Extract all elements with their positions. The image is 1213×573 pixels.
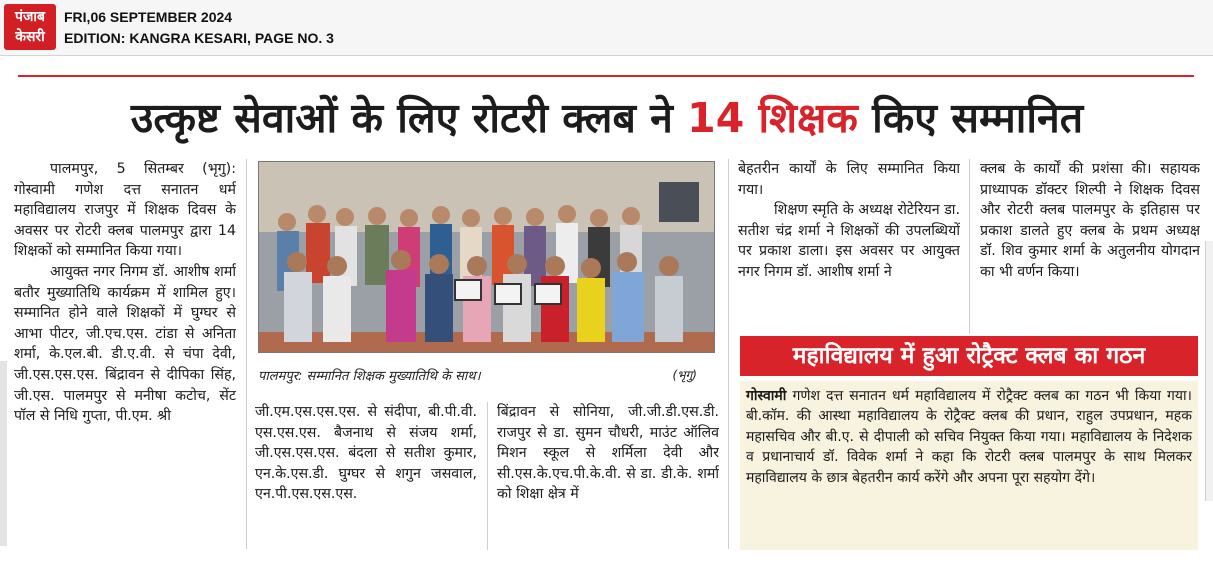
newspaper-page	[0, 56, 1213, 573]
article-column-3	[497, 402, 719, 547]
article-column-2	[255, 402, 477, 547]
adjacent-column-edge	[1205, 241, 1213, 501]
headline-highlight: 14 शिक्षक	[687, 94, 858, 142]
edition-info: EDITION: KANGRA KESARI, PAGE NO. 3	[64, 30, 334, 46]
photo-credit: (भृगु)	[672, 368, 697, 382]
punjab-kesari-logo	[4, 4, 56, 50]
article-paragraph: जी.एम.एस.एस.एस. से संदीपा, बी.पी.वी. एस.एस.एस. बैजनाथ से संजय शर्मा, जी.एस.एस.एस. बंदला से सतीश कुमार, एन.के.एस.डी. घुग्घर से शगुन जसवाल, एन.पी.एस.एस.एस.	[255, 404, 477, 503]
group-photo-image	[259, 162, 715, 353]
article-paragraph: शिक्षण स्मृति के अध्यक्ष रोटेरियन डा. सतीश चंद्र शर्मा ने शिक्षकों की उपलब्धियों पर प्रकाश डाला। इस अवसर पर आयुक्त नगर निगम डॉ. आशीष शर्मा ने	[738, 202, 960, 280]
headline-part-1: उत्कृष्ट सेवाओं के लिए रोटरी क्लब ने	[130, 94, 673, 142]
article-paragraph: आयुक्त नगर निगम डॉ. आशीष शर्मा बतौर मुख्यातिथि कार्यक्रम में शामिल हुए। सम्मानित होने वाले शिक्षकों में घुग्घर से आभा पीटर, जी.एच.एस. टांडा से अनिता शर्मा, के.एल.बी. डी.ए.वी. से चंपा देवी, जी.एस.एस.एस. बिंद्रावन से दीपिका सिंह, जी.एस. पालमपुर से मनीषा कटोच, सेंट पॉल से निधि गुप्ता, पी.एम. श्री	[14, 263, 236, 425]
column-divider	[728, 159, 729, 549]
article-column-5	[980, 159, 1200, 339]
column-divider	[487, 402, 488, 550]
sub-article	[740, 336, 1198, 550]
logo-line-2: केसरी	[15, 29, 45, 45]
article-column-4	[738, 159, 960, 339]
caption-text: पालमपुर: सम्मानित शिक्षक मुख्यातिथि के साथ।	[258, 369, 481, 384]
publication-date: FRI,06 SEPTEMBER 2024	[64, 9, 233, 25]
cropped-text-strip	[18, 58, 718, 64]
red-rule	[18, 75, 1194, 77]
sub-article-lead: गोस्वामी	[746, 388, 787, 404]
article-headline	[22, 88, 1192, 148]
sub-article-body	[740, 381, 1198, 550]
headline-part-2: किए सम्मानित	[872, 94, 1084, 142]
article-column-1	[14, 159, 236, 544]
adjacent-column-edge	[0, 361, 7, 546]
photo-caption	[258, 366, 715, 388]
article-paragraph: क्लब के कार्यों की प्रशंसा की। सहायक प्राध्यापक डॉक्टर शिल्पी ने शिक्षक दिवस और रोटरी क्लब पालमपुर के इतिहास पर प्रकाश डालते हुए क्लब के प्रथम अध्यक्ष डॉ. शिव कुमार शर्मा के अतुलनीय योगदान का भी वर्णन किया।	[980, 161, 1200, 280]
logo-line-1: पंजाब	[15, 9, 45, 25]
column-divider	[246, 159, 247, 549]
article-paragraph: बिंद्रावन से सोनिया, जी.जी.डी.एस.डी. राजपुर से डा. सुमन चौधरी, माउंट ऑलिव मिशन स्कूल से शर्मिला देवी और सी.एस.के.एच.पी.के.वी. से डा. डी.के. शर्मा को शिक्षा क्षेत्र में	[497, 404, 719, 503]
article-paragraph: बेहतरीन कार्यों के लिए सम्मानित किया गया।	[738, 161, 960, 198]
clipping-header	[0, 0, 1213, 56]
article-paragraph: पालमपुर, 5 सितम्बर (भृगु): गोस्वामी गणेश दत्त सनातन धर्म महाविद्यालय राजपुर में शिक्षक दिवस के अवसर पर रोटरी क्लब पालमपुर द्वारा 14 शिक्षकों को सम्मानित किया गया।	[14, 161, 236, 260]
column-divider	[969, 159, 970, 334]
sub-article-headline: महाविद्यालय में हुआ रोट्रैक्ट क्लब का गठन	[740, 336, 1198, 376]
group-photo	[258, 161, 715, 353]
sub-article-text: गणेश दत्त सनातन धर्म महाविद्यालय में रोट्रैक्ट क्लब का गठन भी किया गया। बी.कॉम. की आस्था महाविद्यालय के रोट्रैक्ट क्लब की प्रधान, राहुल उपप्रधान, महक महासचिव और बी.ए. से दीपाली को सचिव नियुक्त किया गया। महाविद्यालय के निदेशक व प्रधानाचार्य डॉ. विवेक शर्मा ने कहा कि रोटरी क्लब पालमपुर के साथ मिलकर महाविद्यालय के छात्र बेहतरीन कार्य करेंगे और अपना पूरा सहयोग देंगे।	[746, 388, 1192, 486]
